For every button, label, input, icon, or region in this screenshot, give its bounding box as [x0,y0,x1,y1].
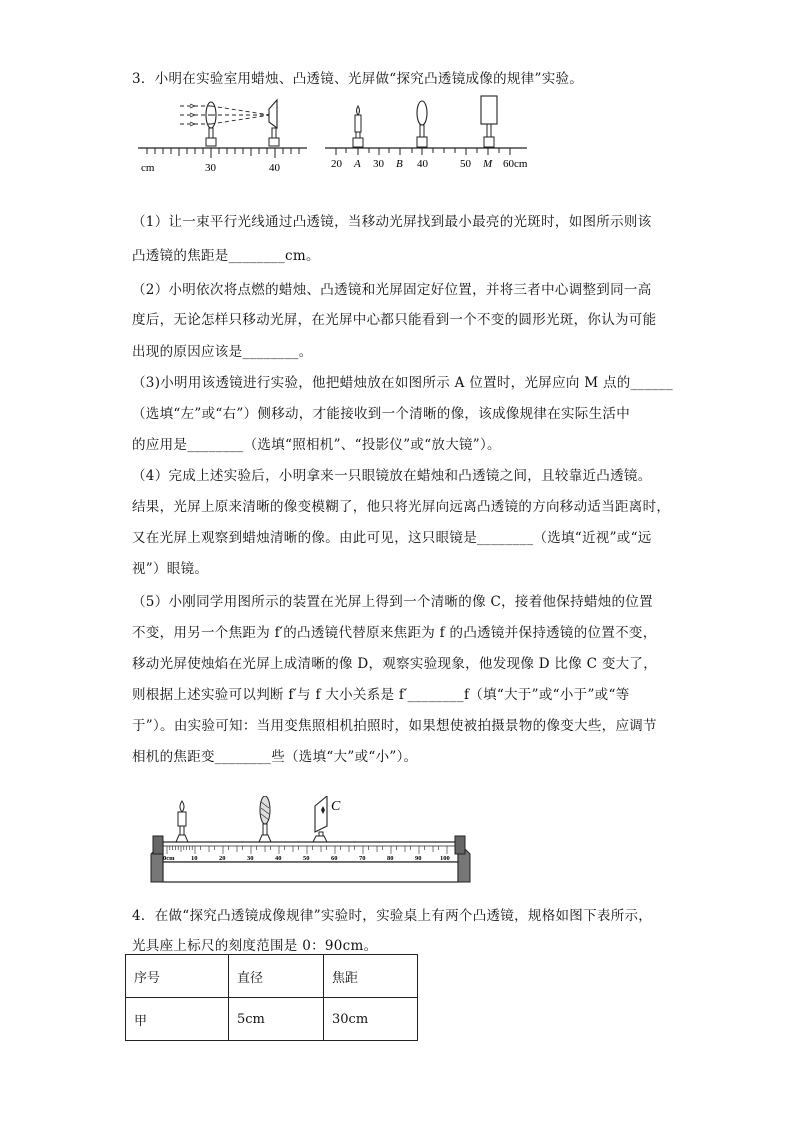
fig2-label-50: 50 [460,158,471,170]
question-3-title: 3．小明在实验室用蜡烛、凸透镜、光屏做“探究凸透镜成像的规律”实验。 [132,71,584,87]
table-cell: 30cm [324,998,418,1041]
fig3-tick-20: 20 [219,855,226,862]
fig1-tick-40: 40 [269,162,280,174]
q3-text-line: （2）小明依次将点燃的蜡烛、凸透镜和光屏固定好位置，并将三者中心调整到同一高 [132,282,652,298]
fig3-image-c-label: C [331,799,341,814]
lens-spec-table [125,954,418,1041]
q3-text-line: 视”）眼镜。 [132,561,209,577]
q3-text-line: 于”）。由实验可知：当用变焦照相机拍照时，如果想使被拍摄景物的像变大些，应调节 [132,718,657,734]
q3-text-line: 结果，光屏上原来清晰的像变模糊了，他只将光屏向远离凸透镜的方向移动适当距离时， [132,499,671,515]
fig3-tick-90: 90 [415,855,422,862]
fig3-tick-40: 40 [275,855,282,862]
table-header-row [126,955,418,998]
fig3-tick-10: 10 [191,855,198,862]
q3-text-line: 不变，用另一个焦距为 f′的凸透镜代替原来焦距为 f 的凸透镜并保持透镜的位置不变， [132,625,657,641]
q3-text-line: （1）让一束平行光线通过凸透镜，当移动光屏找到最小最亮的光斑时，如图所示则该 [132,214,652,230]
q3-text-line: 则根据上述实验可以判断 f′与 f 大小关系是 f′________f（填“大于”或“小于”或“等 [132,687,630,703]
fig2-label-M: M [483,158,493,170]
fig3-tick-70: 70 [359,855,366,862]
fig2-label-A: A [354,158,361,170]
optical-bench-image-c-figure [145,796,485,888]
fig1-tick-30: 30 [205,162,216,174]
table-cell: 甲 [126,998,229,1041]
fig2-label-20: 20 [331,158,342,170]
q3-text-line: 凸透镜的焦距是________cm。 [132,248,320,264]
q3-text-line: （3)小明用该透镜进行实验，他把蜡烛放在如图所示 A 位置时，光屏应向 M 点的______ [132,375,673,391]
optical-bench-figure [322,93,537,173]
q4-text-line: 光具座上标尺的刻度范围是 0：90cm。 [132,938,378,954]
fig3-tick-100: 100 [440,855,450,862]
q3-text-line: 出现的原因应该是________。 [132,344,313,360]
q3-text-line: 的应用是________（选填“照相机”、“投影仪”或“放大镜”）。 [132,437,501,453]
q3-text-line: 相机的焦距变________些（选填“大”或“小”）。 [132,749,418,765]
fig2-label-60cm: 60cm [503,158,528,170]
fig3-tick-60: 60 [331,855,338,862]
fig3-tick-50: 50 [303,855,310,862]
q3-text-line: 度后，无论怎样只移动光屏，在光屏中心都只能看到一个不变的圆形光斑，你认为可能 [132,312,657,328]
q3-text-line: （选填“左”或“右”）侧移动，才能接收到一个清晰的像，该成像规律在实际生活中 [132,406,631,422]
fig3-tick-30: 30 [247,855,254,862]
q3-text-line: （4）完成上述实验后，小明拿来一只眼镜放在蜡烛和凸透镜之间，且较靠近凸透镜。 [132,468,652,484]
fig2-label-40: 40 [417,158,428,170]
q4-text-line: 4．在做“探究凸透镜成像规律”实验时，实验桌上有两个凸透镜，规格如图下表所示， [132,908,653,924]
q3-text-line: 移动光屏使烛焰在光屏上成清晰的像 D，观察实验现象，他发现像 D 比像 C 变大了， [132,656,658,672]
table-header-cell: 焦距 [324,955,418,998]
fig3-tick-0cm: 0cm [163,855,175,862]
table-cell: 5cm [229,998,324,1041]
table-row [126,998,418,1041]
fig2-label-B: B [396,158,403,170]
table-header-cell: 序号 [126,955,229,998]
q3-text-line: （5）小刚同学用图所示的装置在光屏上得到一个清晰的像 C，接着他保持蜡烛的位置 [132,594,653,610]
focal-length-figure [135,95,315,180]
q3-text-line: 又在光屏上观察到蜡烛清晰的像。由此可见，这只眼镜是________（选填“近视”或“远 [132,530,652,546]
fig2-label-30: 30 [373,158,384,170]
fig1-unit: cm [141,162,155,174]
table-header-cell: 直径 [229,955,324,998]
fig3-tick-80: 80 [387,855,394,862]
